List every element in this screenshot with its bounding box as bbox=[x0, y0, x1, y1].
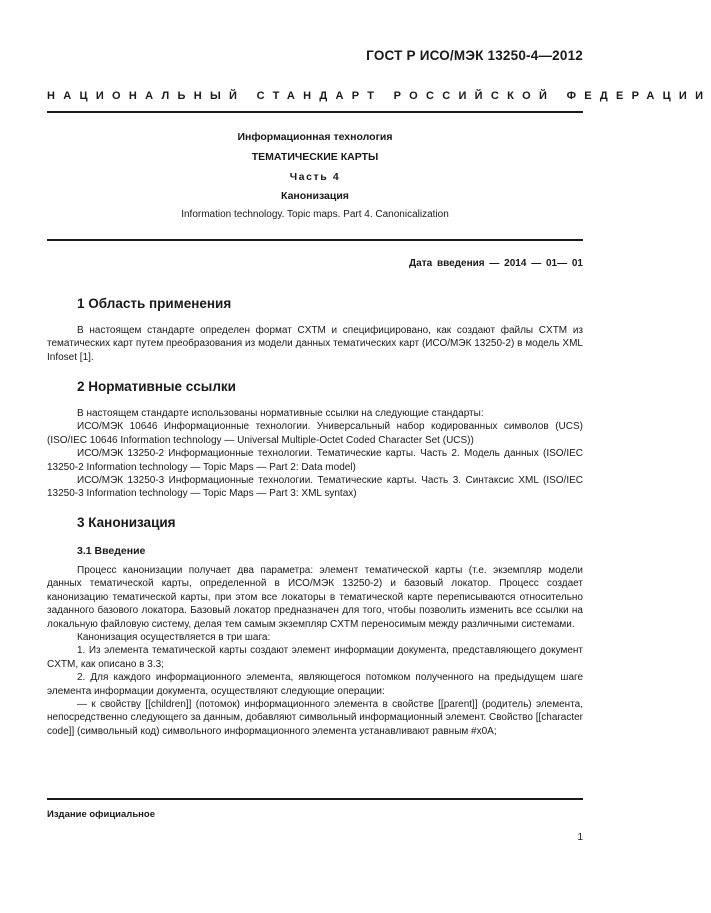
title-english: Information technology. Topic maps. Part 4. Canonicalization bbox=[181, 209, 449, 220]
header-divider bbox=[47, 111, 583, 113]
paragraph: В настоящем стандарте использованы нормативные ссылки на следующие стандарты: bbox=[77, 408, 484, 419]
section-1-body bbox=[47, 324, 583, 364]
paragraph: В настоящем стандарте определен формат CXTM и специфицировано, как создают файлы CXTM из тематических карт путем преобразования из модели данных тематических карт (ИСО/МЭК 13250-2) в модель XML Infoset [1]. bbox=[47, 325, 583, 363]
step-item: 1. Из элемента тематической карты создают элемент информации документа, представляющего документ CXTM, как описано в 3.3; bbox=[47, 645, 583, 670]
section-1-title: 1 Область применения bbox=[77, 296, 232, 311]
section-2-title: 2 Нормативные ссылки bbox=[77, 379, 236, 394]
official-edition-note: Издание официальное bbox=[47, 809, 155, 820]
reference-item: ИСО/МЭК 13250-2 Информационные технологии. Тематические карты. Часть 2. Модель данных (ISO/IEC 13250-2 Information technology — Topic Maps — Part 2: Data model) bbox=[47, 448, 583, 473]
title-part: Часть 4 bbox=[289, 171, 341, 183]
title-line-2: ТЕМАТИЧЕСКИЕ КАРТЫ bbox=[251, 151, 379, 163]
footer-divider bbox=[47, 798, 583, 800]
national-standard-banner: НАЦИОНАЛЬНЫЙ СТАНДАРТ РОССИЙСКОЙ ФЕДЕРАЦИИ bbox=[47, 90, 711, 102]
section-2-body bbox=[47, 407, 583, 501]
title-divider bbox=[47, 239, 583, 241]
reference-item: ИСО/МЭК 13250-3 Информационные технологии. Тематические карты. Часть 3. Синтаксис XML (ISO/IEC 13250-3 Information technology — Topic Maps — Part 3: XML syntax) bbox=[47, 475, 583, 500]
step-subitem: — к свойству [[children]] (потомок) информационного элемента в свойстве [[parent]] (родитель) элемента, непосредственно следующего за данным, добавляют символьный информационный элемент. Свойство [[character code]] (символьный код) символьного информационного элемента устанавливают равным #x0A; bbox=[47, 699, 583, 737]
paragraph: Процесс канонизации получает два параметра: элемент тематической карты (т.е. экземпляр модели данных тематической карты, определенной в ИСО/МЭК 13250-2) и базовый локатор. Процесс создает канонизацию тематической карты, при этом все локаторы в тематической карте переписываются относительно заданного базового локатора. Базовый локатор предназначен для того, чтобы позволить изменить все ссылки на локальную файловую систему, делая тем самым экземпляр CXTM переносимым между различными системами. bbox=[47, 565, 583, 630]
title-line-1: Информационная технология bbox=[237, 131, 393, 143]
section-3-title: 3 Канонизация bbox=[77, 515, 176, 530]
reference-item: ИСО/МЭК 10646 Информационные технологии. Универсальный набор кодированных символов (UCS) (ISO/IEC 10646 Information technology — Universal Multiple-Octet Coded Character Set (UCS)) bbox=[47, 421, 583, 446]
introduction-date: Дата введения — 2014 — 01— 01 bbox=[409, 258, 583, 269]
paragraph: Канонизация осуществляется в три шага: bbox=[77, 632, 271, 644]
section-3-body bbox=[47, 564, 583, 738]
document-id: ГОСТ Р ИСО/МЭК 13250-4—2012 bbox=[366, 48, 583, 63]
title-subtitle: Канонизация bbox=[281, 190, 349, 202]
page-number: 1 bbox=[577, 832, 583, 843]
subsection-3-1-title: 3.1 Введение bbox=[77, 545, 146, 557]
step-item: 2. Для каждого информационного элемента, являющегося потомком полученного на предыдущем шаге элемента информации документа, осуществляют следующие операции: bbox=[47, 672, 583, 697]
